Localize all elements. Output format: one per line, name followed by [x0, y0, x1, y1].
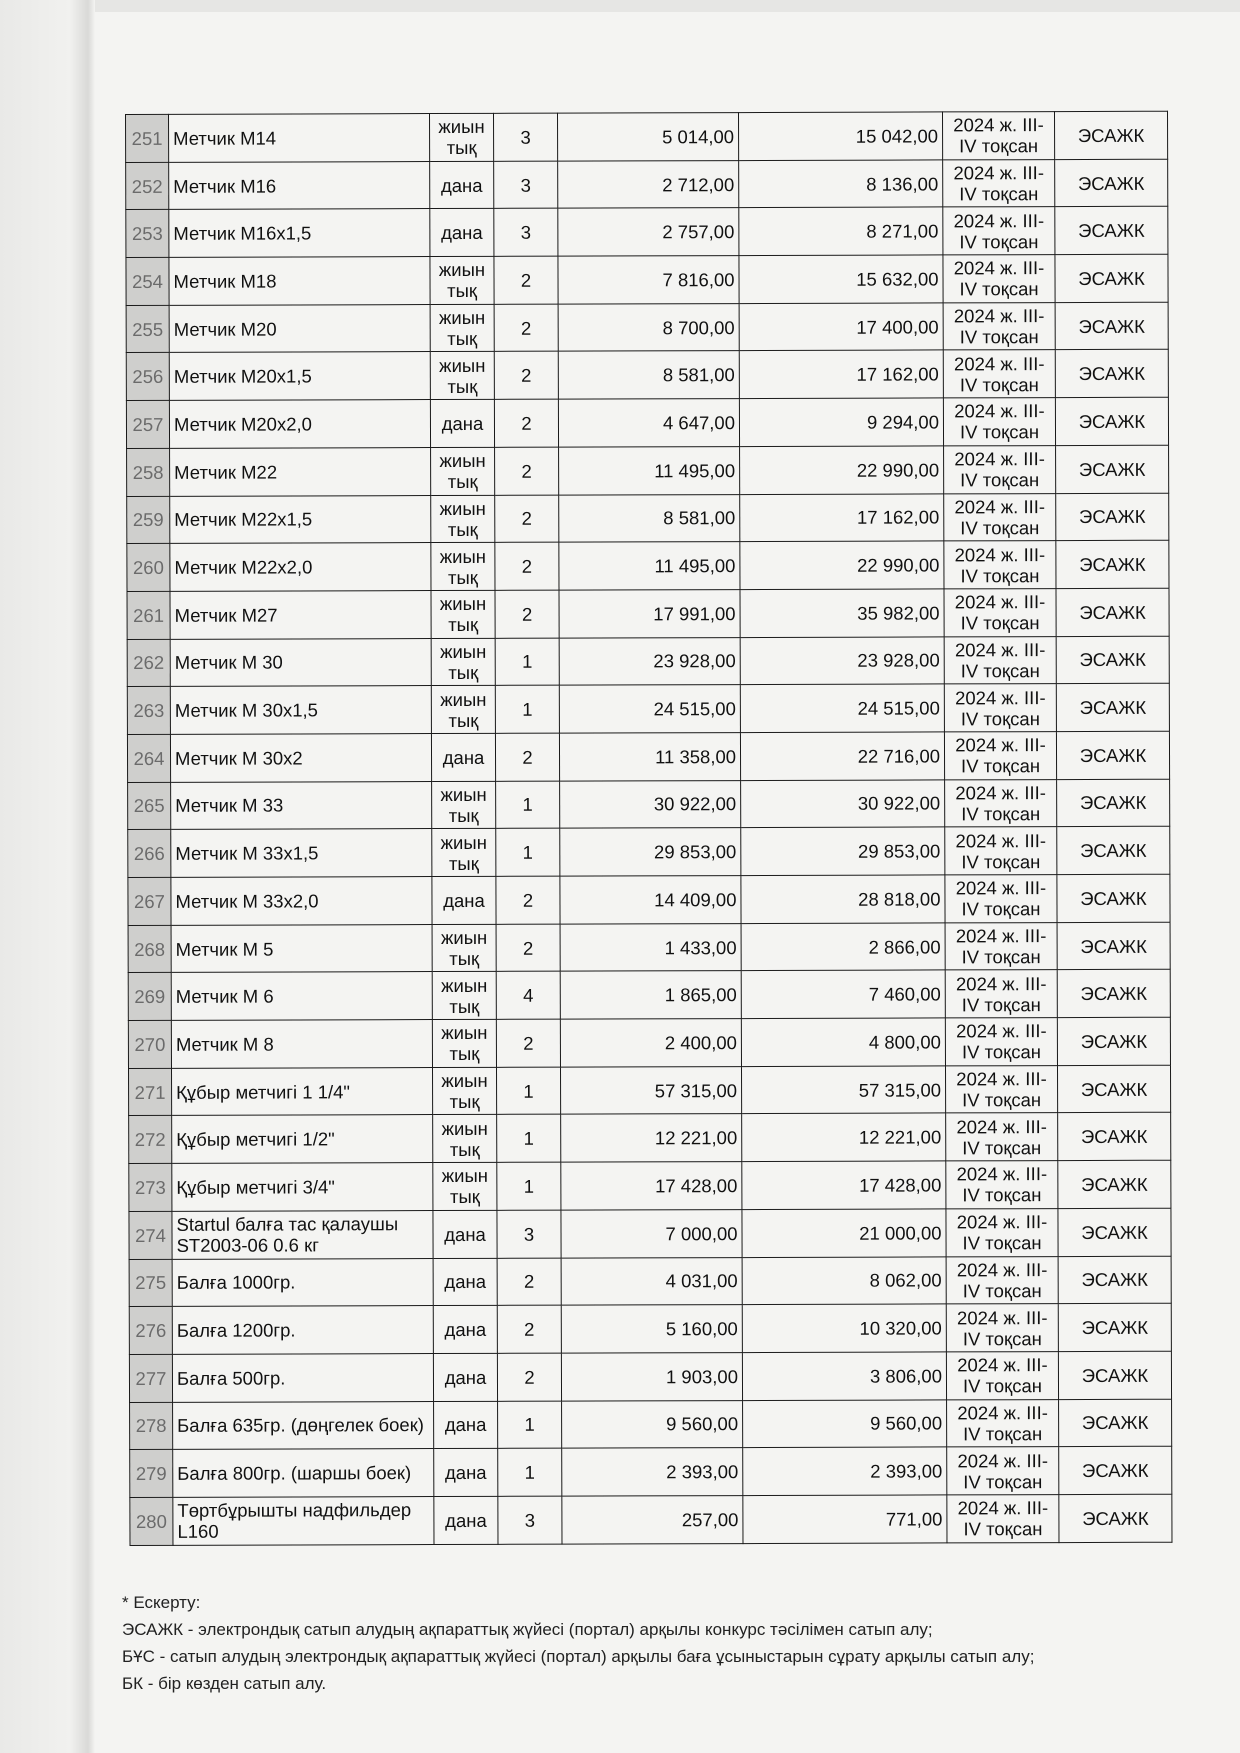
quantity-cell: 3	[494, 161, 558, 209]
procurement-method-cell: ЭСАЖК	[1055, 159, 1168, 207]
row-number-cell: 266	[128, 830, 171, 878]
table-row	[127, 636, 1169, 687]
row-number-cell: 271	[128, 1068, 171, 1116]
delivery-period-cell: 2024 ж. III-IV тоқсан	[946, 1208, 1058, 1256]
procurement-method-cell: ЭСАЖК	[1058, 1208, 1171, 1256]
total-amount-cell: 8 271,00	[739, 207, 943, 255]
quantity-cell: 3	[494, 209, 558, 257]
unit-of-measure-cell: дана	[430, 209, 494, 257]
procurement-method-cell: ЭСАЖК	[1055, 207, 1168, 255]
scan-binding-shadow	[0, 0, 95, 1753]
procurement-method-cell: ЭСАЖК	[1056, 683, 1169, 731]
total-amount-cell: 17 428,00	[742, 1161, 946, 1209]
row-number-cell: 258	[127, 448, 170, 496]
row-number-cell: 276	[129, 1307, 172, 1355]
row-number-cell: 275	[129, 1259, 172, 1307]
total-amount-cell: 2 393,00	[743, 1447, 947, 1495]
total-amount-cell: 23 928,00	[740, 636, 944, 684]
unit-price-cell: 24 515,00	[559, 685, 740, 733]
quantity-cell: 1	[496, 1067, 560, 1115]
unit-of-measure-cell: жиын тық	[432, 1067, 496, 1115]
unit-of-measure-cell: жиын тық	[430, 304, 494, 352]
item-name-cell: Метчик М 33х2,0	[171, 877, 432, 926]
item-name-cell: Метчик М22х1,5	[170, 495, 431, 544]
total-amount-cell: 8 062,00	[742, 1256, 946, 1304]
row-number-cell: 279	[130, 1450, 173, 1498]
procurement-method-cell: ЭСАЖК	[1059, 1494, 1172, 1542]
total-amount-cell: 15 042,00	[738, 112, 942, 160]
table-row	[128, 922, 1170, 973]
unit-of-measure-cell: дана	[434, 1401, 498, 1449]
unit-of-measure-cell: жиын тық	[430, 352, 494, 400]
quantity-cell: 2	[497, 1305, 561, 1353]
item-name-cell: Төртбұрышты надфильдер L160	[173, 1496, 434, 1545]
delivery-period-cell: 2024 ж. III-IV тоқсан	[944, 732, 1056, 780]
quantity-cell: 3	[498, 1496, 562, 1544]
unit-of-measure-cell: жиын тық	[432, 1019, 496, 1067]
unit-price-cell: 8 581,00	[558, 351, 739, 399]
row-number-cell: 262	[127, 639, 170, 687]
unit-price-cell: 11 495,00	[559, 542, 740, 590]
delivery-period-cell: 2024 ж. III-IV тоқсан	[945, 922, 1057, 970]
item-name-cell: Метчик М 30х1,5	[170, 686, 431, 735]
unit-price-cell: 9 560,00	[562, 1400, 743, 1448]
quantity-cell: 2	[494, 304, 558, 352]
unit-price-cell: 11 358,00	[559, 733, 740, 781]
delivery-period-cell: 2024 ж. III-IV тоқсан	[944, 588, 1056, 636]
unit-of-measure-cell: жиын тық	[433, 1115, 497, 1163]
unit-price-cell: 2 712,00	[558, 160, 739, 208]
delivery-period-cell: 2024 ж. III-IV тоқсан	[945, 1065, 1057, 1113]
total-amount-cell: 17 162,00	[739, 350, 943, 398]
procurement-method-cell: ЭСАЖК	[1057, 779, 1170, 827]
table-row	[126, 302, 1168, 353]
quantity-cell: 2	[497, 1353, 561, 1401]
row-number-cell: 260	[127, 544, 170, 592]
table-row	[129, 1303, 1171, 1354]
row-number-cell: 257	[126, 400, 169, 448]
delivery-period-cell: 2024 ж. III-IV тоқсан	[945, 1018, 1057, 1066]
table-row	[127, 445, 1169, 496]
procurement-method-cell: ЭСАЖК	[1055, 350, 1168, 398]
item-name-cell: Метчик М 33	[171, 781, 432, 830]
procurement-method-cell: ЭСАЖК	[1055, 302, 1168, 350]
unit-price-cell: 257,00	[562, 1496, 743, 1544]
unit-price-cell: 17 428,00	[561, 1162, 742, 1210]
unit-price-cell: 4 647,00	[558, 399, 739, 447]
quantity-cell: 2	[495, 447, 559, 495]
total-amount-cell: 10 320,00	[742, 1304, 946, 1352]
table-row	[128, 970, 1170, 1021]
item-name-cell: Метчик М22х2,0	[170, 543, 431, 592]
unit-of-measure-cell: жиын тық	[431, 686, 495, 734]
unit-price-cell: 30 922,00	[560, 780, 741, 828]
procurement-method-cell: ЭСАЖК	[1057, 1017, 1170, 1065]
table-row	[129, 1113, 1171, 1164]
unit-price-cell: 8 700,00	[558, 303, 739, 351]
delivery-period-cell: 2024 ж. III-IV тоқсан	[946, 1351, 1058, 1399]
unit-of-measure-cell: дана	[434, 1449, 498, 1497]
table-row	[129, 1256, 1171, 1307]
delivery-period-cell: 2024 ж. III-IV тоқсан	[946, 1161, 1058, 1209]
unit-of-measure-cell: дана	[433, 1306, 497, 1354]
total-amount-cell: 2 866,00	[741, 923, 945, 971]
total-amount-cell: 22 990,00	[740, 446, 944, 494]
item-name-cell: Startul балға тас қалаушы ST2003-06 0.6 кг	[172, 1210, 433, 1259]
item-name-cell: Метчик М 33х1,5	[171, 829, 432, 878]
row-number-cell: 278	[130, 1402, 173, 1450]
table-row	[130, 1399, 1172, 1450]
unit-of-measure-cell: жиын тық	[432, 829, 496, 877]
total-amount-cell: 21 000,00	[742, 1209, 946, 1257]
total-amount-cell: 24 515,00	[740, 684, 944, 732]
quantity-cell: 2	[495, 495, 559, 543]
total-amount-cell: 8 136,00	[739, 160, 943, 208]
row-number-cell: 265	[128, 782, 171, 830]
item-name-cell: Балға 500гр.	[172, 1353, 433, 1402]
table-row	[128, 874, 1170, 925]
delivery-period-cell: 2024 ж. III-IV тоқсан	[943, 350, 1055, 398]
table-row	[126, 207, 1168, 258]
item-name-cell: Метчик М20х2,0	[169, 400, 430, 449]
unit-of-measure-cell: дана	[432, 876, 496, 924]
row-number-cell: 269	[128, 973, 171, 1021]
quantity-cell: 3	[493, 113, 557, 161]
row-number-cell: 280	[130, 1497, 173, 1545]
table-row	[127, 731, 1169, 782]
procurement-method-cell: ЭСАЖК	[1057, 970, 1170, 1018]
table-row	[129, 1160, 1171, 1211]
row-number-cell: 264	[127, 734, 170, 782]
quantity-cell: 2	[496, 924, 560, 972]
quantity-cell: 4	[496, 972, 560, 1020]
procurement-method-cell: ЭСАЖК	[1055, 397, 1168, 445]
delivery-period-cell: 2024 ж. III-IV тоқсан	[945, 827, 1057, 875]
table-row	[127, 493, 1169, 544]
procurement-method-cell: ЭСАЖК	[1056, 731, 1169, 779]
item-name-cell: Балға 800гр. (шаршы боек)	[173, 1449, 434, 1498]
quantity-cell: 1	[495, 638, 559, 686]
table-row	[127, 588, 1169, 639]
row-number-cell: 272	[129, 1116, 172, 1164]
unit-price-cell: 2 757,00	[558, 208, 739, 256]
delivery-period-cell: 2024 ж. III-IV тоқсан	[946, 1304, 1058, 1352]
unit-of-measure-cell: дана	[430, 161, 494, 209]
item-name-cell: Балға 1000гр.	[172, 1258, 433, 1307]
row-number-cell: 253	[126, 210, 169, 258]
table-row	[127, 540, 1169, 591]
row-number-cell: 255	[126, 305, 169, 353]
table-row	[130, 1494, 1172, 1545]
table-row	[126, 159, 1168, 210]
item-name-cell: Метчик М 6	[171, 972, 432, 1021]
total-amount-cell: 28 818,00	[741, 875, 945, 923]
row-number-cell: 251	[126, 114, 169, 162]
unit-price-cell: 8 581,00	[559, 494, 740, 542]
delivery-period-cell: 2024 ж. III-IV тоқсан	[946, 1256, 1058, 1304]
unit-of-measure-cell: жиын тық	[431, 447, 495, 495]
unit-price-cell: 11 495,00	[559, 446, 740, 494]
total-amount-cell: 17 400,00	[739, 303, 943, 351]
procurement-method-cell: ЭСАЖК	[1058, 1113, 1171, 1161]
total-amount-cell: 9 294,00	[739, 398, 943, 446]
quantity-cell: 1	[497, 1115, 561, 1163]
quantity-cell: 1	[496, 781, 560, 829]
unit-price-cell: 5 160,00	[561, 1305, 742, 1353]
delivery-period-cell: 2024 ж. III-IV тоқсан	[943, 398, 1055, 446]
procurement-method-cell: ЭСАЖК	[1056, 588, 1169, 636]
table-row	[128, 827, 1170, 878]
item-name-cell: Метчик М 8	[171, 1020, 432, 1069]
table-row	[128, 779, 1170, 830]
procurement-method-cell: ЭСАЖК	[1057, 922, 1170, 970]
unit-price-cell: 1 865,00	[560, 971, 741, 1019]
total-amount-cell: 30 922,00	[741, 780, 945, 828]
unit-of-measure-cell: дана	[430, 399, 494, 447]
unit-of-measure-cell: дана	[433, 1353, 497, 1401]
delivery-period-cell: 2024 ж. III-IV тоқсан	[944, 541, 1056, 589]
delivery-period-cell: 2024 ж. III-IV тоқсан	[944, 636, 1056, 684]
procurement-method-cell: ЭСАЖК	[1054, 111, 1167, 159]
delivery-period-cell: 2024 ж. III-IV тоқсан	[947, 1495, 1059, 1543]
procurement-method-cell: ЭСАЖК	[1059, 1446, 1172, 1494]
procurement-method-cell: ЭСАЖК	[1058, 1303, 1171, 1351]
delivery-period-cell: 2024 ж. III-IV тоқсан	[942, 112, 1054, 160]
total-amount-cell: 29 853,00	[741, 827, 945, 875]
unit-price-cell: 12 221,00	[561, 1114, 742, 1162]
scan-top-edge	[0, 0, 1240, 12]
procurement-table-body	[126, 111, 1172, 1545]
item-name-cell: Метчик М27	[170, 590, 431, 639]
table-row	[126, 254, 1168, 305]
total-amount-cell: 22 716,00	[740, 732, 944, 780]
unit-of-measure-cell: жиын тық	[432, 924, 496, 972]
item-name-cell: Метчик М20х1,5	[169, 352, 430, 401]
total-amount-cell: 4 800,00	[741, 1018, 945, 1066]
quantity-cell: 1	[496, 828, 560, 876]
total-amount-cell: 15 632,00	[739, 255, 943, 303]
delivery-period-cell: 2024 ж. III-IV тоқсан	[943, 159, 1055, 207]
total-amount-cell: 771,00	[743, 1495, 947, 1543]
unit-price-cell: 4 031,00	[561, 1257, 742, 1305]
total-amount-cell: 12 221,00	[742, 1113, 946, 1161]
delivery-period-cell: 2024 ж. III-IV тоқсан	[945, 875, 1057, 923]
table-row	[126, 397, 1168, 448]
footnote-title: * Ескерту:	[122, 1593, 201, 1612]
delivery-period-cell: 2024 ж. III-IV тоқсан	[946, 1113, 1058, 1161]
quantity-cell: 2	[494, 399, 558, 447]
item-name-cell: Метчик М16х1,5	[169, 209, 430, 258]
delivery-period-cell: 2024 ж. III-IV тоқсан	[943, 207, 1055, 255]
procurement-method-cell: ЭСАЖК	[1058, 1351, 1171, 1399]
table-row	[129, 1208, 1171, 1259]
quantity-cell: 1	[497, 1162, 561, 1210]
unit-price-cell: 17 991,00	[559, 589, 740, 637]
item-name-cell: Балға 1200гр.	[172, 1306, 433, 1355]
delivery-period-cell: 2024 ж. III-IV тоқсан	[943, 255, 1055, 303]
delivery-period-cell: 2024 ж. III-IV тоқсан	[947, 1399, 1059, 1447]
unit-of-measure-cell: жиын тық	[431, 543, 495, 591]
item-name-cell: Метчик М16	[169, 161, 430, 210]
delivery-period-cell: 2024 ж. III-IV тоқсан	[944, 445, 1056, 493]
table-row	[127, 683, 1169, 734]
procurement-method-cell: ЭСАЖК	[1058, 1160, 1171, 1208]
row-number-cell: 259	[127, 496, 170, 544]
unit-of-measure-cell: жиын тық	[430, 256, 494, 304]
procurement-method-cell: ЭСАЖК	[1056, 445, 1169, 493]
item-name-cell: Метчик М22	[170, 447, 431, 496]
table-row	[130, 1446, 1172, 1497]
unit-price-cell: 14 409,00	[560, 876, 741, 924]
row-number-cell: 273	[129, 1163, 172, 1211]
total-amount-cell: 35 982,00	[740, 589, 944, 637]
item-name-cell: Метчик М20	[169, 304, 430, 353]
table-row	[129, 1351, 1171, 1402]
unit-of-measure-cell: жиын тық	[431, 638, 495, 686]
row-number-cell: 270	[128, 1020, 171, 1068]
delivery-period-cell: 2024 ж. III-IV тоқсан	[947, 1447, 1059, 1495]
unit-price-cell: 5 014,00	[557, 113, 738, 161]
unit-of-measure-cell: жиын тық	[431, 590, 495, 638]
item-name-cell: Метчик М 5	[171, 924, 432, 973]
item-name-cell: Құбыр метчигі 1/2"	[172, 1115, 433, 1164]
row-number-cell: 263	[127, 687, 170, 735]
table-row	[128, 1017, 1170, 1068]
delivery-period-cell: 2024 ж. III-IV тоқсан	[944, 684, 1056, 732]
item-name-cell: Метчик М18	[169, 257, 430, 306]
table-row	[126, 111, 1168, 162]
unit-of-measure-cell: жиын тық	[432, 972, 496, 1020]
footnote-line-bus: БҰС - сатып алудың электрондық ақпараттық жүйесі (портал) арқылы баға ұсыныстарын сұрату арқылы сатып алу;	[122, 1647, 1035, 1666]
item-name-cell: Құбыр метчигі 3/4"	[172, 1163, 433, 1212]
footnote-line-esazhk: ЭСАЖК - электрондық сатып алудың ақпараттық жүйесі (портал) арқылы конкурс тәсілімен сатып алу;	[122, 1620, 933, 1639]
item-name-cell: Метчик М 30х2	[170, 733, 431, 782]
unit-price-cell: 2 393,00	[562, 1448, 743, 1496]
table-row	[126, 350, 1168, 401]
delivery-period-cell: 2024 ж. III-IV тоқсан	[943, 302, 1055, 350]
procurement-method-cell: ЭСАЖК	[1056, 540, 1169, 588]
row-number-cell: 256	[126, 353, 169, 401]
row-number-cell: 277	[129, 1354, 172, 1402]
quantity-cell: 1	[495, 685, 559, 733]
delivery-period-cell: 2024 ж. III-IV тоқсан	[944, 493, 1056, 541]
item-name-cell: Құбыр метчигі 1 1/4"	[171, 1067, 432, 1116]
procurement-method-cell: ЭСАЖК	[1057, 1065, 1170, 1113]
delivery-period-cell: 2024 ж. III-IV тоқсан	[945, 970, 1057, 1018]
item-name-cell: Метчик М14	[169, 114, 430, 163]
item-name-cell: Метчик М 30	[170, 638, 431, 687]
unit-of-measure-cell: жиын тық	[431, 495, 495, 543]
quantity-cell: 2	[495, 733, 559, 781]
total-amount-cell: 57 315,00	[741, 1066, 945, 1114]
total-amount-cell: 3 806,00	[742, 1352, 946, 1400]
quantity-cell: 3	[497, 1210, 561, 1258]
unit-price-cell: 23 928,00	[559, 637, 740, 685]
total-amount-cell: 17 162,00	[740, 493, 944, 541]
procurement-method-cell: ЭСАЖК	[1057, 874, 1170, 922]
procurement-method-cell: ЭСАЖК	[1056, 493, 1169, 541]
unit-price-cell: 7 816,00	[558, 256, 739, 304]
quantity-cell: 2	[495, 590, 559, 638]
unit-of-measure-cell: жиын тық	[433, 1162, 497, 1210]
total-amount-cell: 7 460,00	[741, 970, 945, 1018]
procurement-method-cell: ЭСАЖК	[1058, 1256, 1171, 1304]
unit-of-measure-cell: жиын тық	[432, 781, 496, 829]
quantity-cell: 2	[497, 1258, 561, 1306]
unit-price-cell: 1 903,00	[561, 1352, 742, 1400]
item-name-cell: Балға 635гр. (дөңгелек боек)	[173, 1401, 434, 1450]
unit-price-cell: 57 315,00	[560, 1066, 741, 1114]
procurement-method-cell: ЭСАЖК	[1055, 254, 1168, 302]
procurement-method-cell: ЭСАЖК	[1057, 827, 1170, 875]
procurement-table	[125, 111, 1172, 1546]
total-amount-cell: 22 990,00	[740, 541, 944, 589]
unit-price-cell: 1 433,00	[560, 923, 741, 971]
unit-of-measure-cell: дана	[434, 1496, 498, 1544]
table-row	[128, 1065, 1170, 1116]
total-amount-cell: 9 560,00	[743, 1399, 947, 1447]
quantity-cell: 1	[498, 1448, 562, 1496]
quantity-cell: 2	[494, 256, 558, 304]
delivery-period-cell: 2024 ж. III-IV тоқсан	[945, 779, 1057, 827]
row-number-cell: 268	[128, 925, 171, 973]
quantity-cell: 2	[496, 1019, 560, 1067]
procurement-method-cell: ЭСАЖК	[1059, 1399, 1172, 1447]
procurement-method-cell: ЭСАЖК	[1056, 636, 1169, 684]
row-number-cell: 254	[126, 257, 169, 305]
quantity-cell: 2	[494, 352, 558, 400]
unit-price-cell: 7 000,00	[561, 1209, 742, 1257]
row-number-cell: 274	[129, 1211, 172, 1259]
row-number-cell: 252	[126, 162, 169, 210]
unit-of-measure-cell: дана	[431, 733, 495, 781]
quantity-cell: 1	[498, 1401, 562, 1449]
unit-price-cell: 29 853,00	[560, 828, 741, 876]
unit-of-measure-cell: дана	[433, 1210, 497, 1258]
row-number-cell: 261	[127, 591, 170, 639]
row-number-cell: 267	[128, 877, 171, 925]
unit-price-cell: 2 400,00	[560, 1019, 741, 1067]
unit-of-measure-cell: жиын тық	[430, 113, 494, 161]
quantity-cell: 2	[495, 542, 559, 590]
footnote-line-bk: БК - бір көзден сатып алу.	[122, 1674, 327, 1693]
quantity-cell: 2	[496, 876, 560, 924]
unit-of-measure-cell: дана	[433, 1258, 497, 1306]
